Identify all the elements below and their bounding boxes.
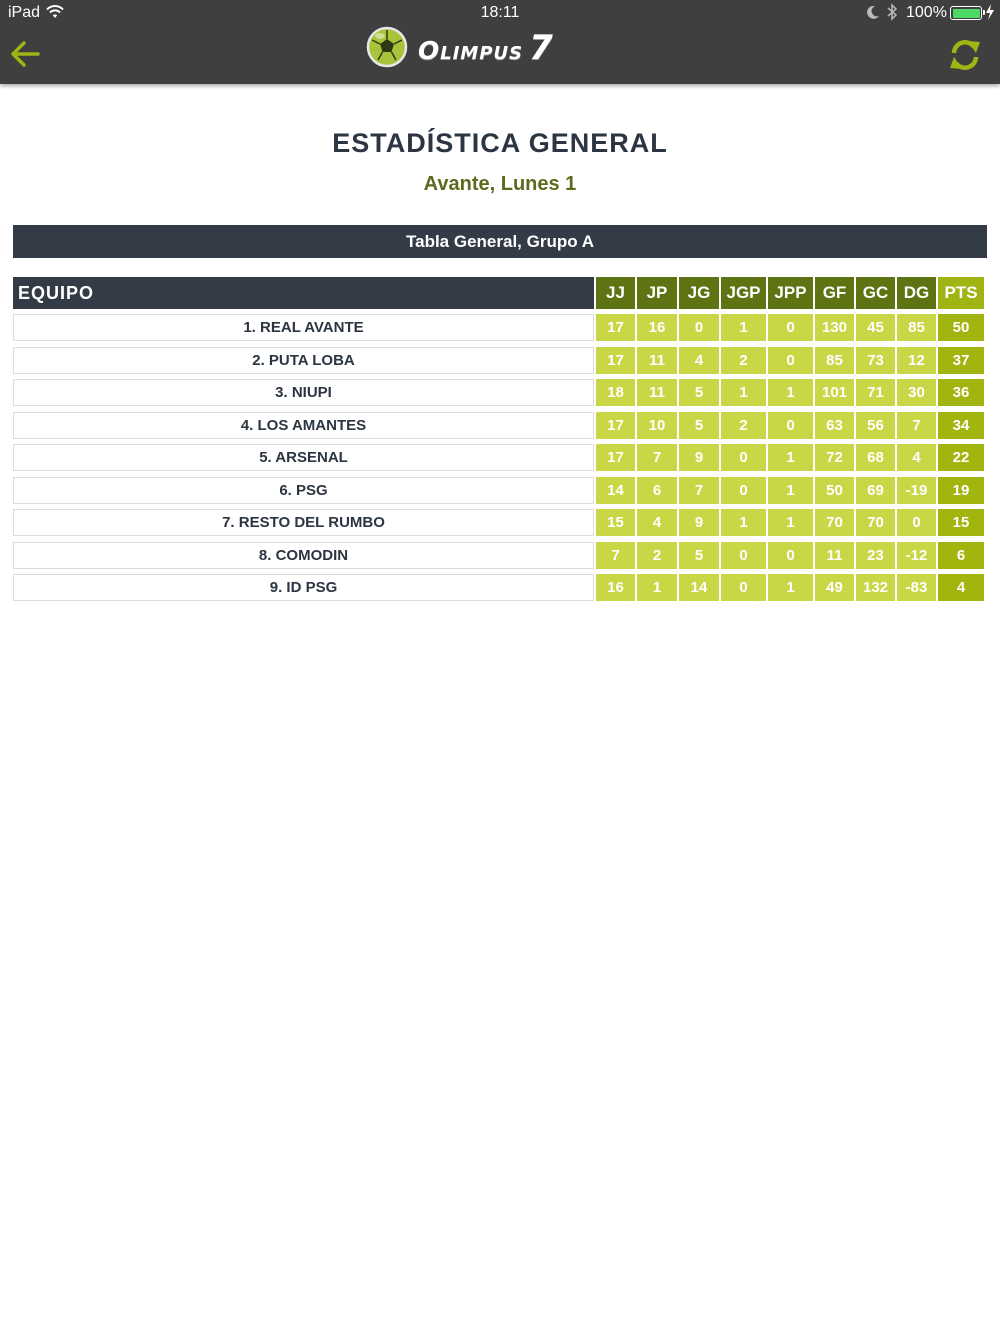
column-header-pts: PTS [938,277,984,309]
stat-jp: 10 [637,412,677,439]
stat-jp: 7 [637,444,677,471]
stat-jpp: 1 [768,379,813,406]
column-header-team: EQUIPO [13,277,594,309]
table-row [13,379,987,406]
brand-number: 7 [529,28,554,68]
column-header-jp: JP [637,277,677,309]
moon-icon [866,4,880,20]
column-header-jpp: JPP [768,277,813,309]
clock: 18:11 [480,4,520,21]
team-name: 8. COMODIN [13,542,594,569]
stat-jp: 11 [637,347,677,374]
group-title-bar: Tabla General, Grupo A [13,225,987,258]
stat-gf: 85 [815,347,854,374]
stat-jg: 9 [679,509,719,536]
stat-dg: -12 [897,542,936,569]
table-row [13,347,987,374]
stat-jj: 17 [596,314,635,341]
stat-jg: 7 [679,477,719,504]
back-arrow-icon[interactable] [8,38,42,70]
column-header-dg: DG [897,277,936,309]
stat-jp: 4 [637,509,677,536]
stat-jpp: 0 [768,412,813,439]
stat-jgp: 1 [721,314,766,341]
stat-jgp: 2 [721,347,766,374]
team-name: 9. ID PSG [13,574,594,601]
team-name: 1. REAL AVANTE [13,314,594,341]
stat-dg: 0 [897,509,936,536]
stat-jp: 1 [637,574,677,601]
stat-jj: 17 [596,412,635,439]
stat-pts: 37 [938,347,984,374]
column-header-gc: GC [856,277,895,309]
stat-jg: 5 [679,412,719,439]
stat-pts: 15 [938,509,984,536]
battery-percent: 100% [906,4,947,21]
stat-jpp: 0 [768,347,813,374]
stat-jj: 17 [596,347,635,374]
stat-jpp: 1 [768,477,813,504]
stat-gc: 69 [856,477,895,504]
stat-jg: 4 [679,347,719,374]
table-row [13,444,987,471]
stat-gc: 23 [856,542,895,569]
page-subtitle: Avante, Lunes 1 [423,173,577,195]
team-name: 7. RESTO DEL RUMBO [13,509,594,536]
stat-jg: 5 [679,379,719,406]
carrier-label: iPad [8,4,41,21]
stat-jp: 11 [637,379,677,406]
stat-pts: 6 [938,542,984,569]
refresh-icon[interactable] [946,36,984,74]
table-row [13,412,987,439]
stat-jgp: 0 [721,444,766,471]
stat-jg: 9 [679,444,719,471]
stat-gc: 132 [856,574,895,601]
stat-gf: 49 [815,574,854,601]
stat-jgp: 0 [721,542,766,569]
stat-pts: 19 [938,477,984,504]
stat-gf: 72 [815,444,854,471]
app-logo [366,26,636,70]
stat-jj: 15 [596,509,635,536]
brand-word: Olimpus [418,36,524,65]
stat-gf: 50 [815,477,854,504]
column-header-jgp: JGP [721,277,766,309]
stat-jgp: 2 [721,412,766,439]
team-name: 2. PUTA LOBA [13,347,594,374]
standings-table [13,277,987,607]
stat-gc: 68 [856,444,895,471]
stat-gf: 70 [815,509,854,536]
team-name: 6. PSG [13,477,594,504]
stat-jg: 14 [679,574,719,601]
column-header-gf: GF [815,277,854,309]
team-name: 5. ARSENAL [13,444,594,471]
stat-jj: 18 [596,379,635,406]
table-row [13,542,987,569]
column-header-jg: JG [679,277,719,309]
table-row [13,477,987,504]
brand-name [418,28,554,68]
soccer-ball-icon [366,26,408,68]
stat-dg: 30 [897,379,936,406]
stat-jg: 0 [679,314,719,341]
stat-jp: 2 [637,542,677,569]
stat-jj: 16 [596,574,635,601]
stat-gf: 101 [815,379,854,406]
stat-gc: 71 [856,379,895,406]
stat-jp: 6 [637,477,677,504]
stat-pts: 36 [938,379,984,406]
stat-dg: 12 [897,347,936,374]
stat-dg: -83 [897,574,936,601]
stat-jgp: 1 [721,379,766,406]
stat-pts: 34 [938,412,984,439]
stat-pts: 22 [938,444,984,471]
stat-jj: 17 [596,444,635,471]
stat-pts: 4 [938,574,984,601]
stat-jgp: 0 [721,574,766,601]
stat-jpp: 1 [768,509,813,536]
stat-jp: 16 [637,314,677,341]
team-name: 4. LOS AMANTES [13,412,594,439]
stat-jj: 14 [596,477,635,504]
team-name: 3. NIUPI [13,379,594,406]
bluetooth-icon [886,3,898,21]
stat-jg: 5 [679,542,719,569]
stat-gc: 70 [856,509,895,536]
column-header-jj: JJ [596,277,635,309]
stat-jpp: 0 [768,542,813,569]
table-row [13,509,987,536]
charging-icon [985,4,995,20]
stat-dg: 85 [897,314,936,341]
battery-icon [950,6,982,20]
stat-gc: 45 [856,314,895,341]
stat-jpp: 1 [768,444,813,471]
table-row [13,574,987,601]
table-row [13,314,987,341]
stat-dg: 4 [897,444,936,471]
status-bar [0,0,1000,28]
stat-dg: -19 [897,477,936,504]
stat-gf: 11 [815,542,854,569]
stat-dg: 7 [897,412,936,439]
stat-jpp: 1 [768,574,813,601]
table-body [13,314,987,601]
stat-gf: 130 [815,314,854,341]
stat-jj: 7 [596,542,635,569]
stat-jgp: 0 [721,477,766,504]
stat-jpp: 0 [768,314,813,341]
table-header [13,277,987,309]
stat-gc: 73 [856,347,895,374]
top-bar [0,0,1000,84]
stat-jgp: 1 [721,509,766,536]
stat-pts: 50 [938,314,984,341]
stat-gf: 63 [815,412,854,439]
stat-gc: 56 [856,412,895,439]
page-title: ESTADÍSTICA GENERAL [332,128,668,158]
